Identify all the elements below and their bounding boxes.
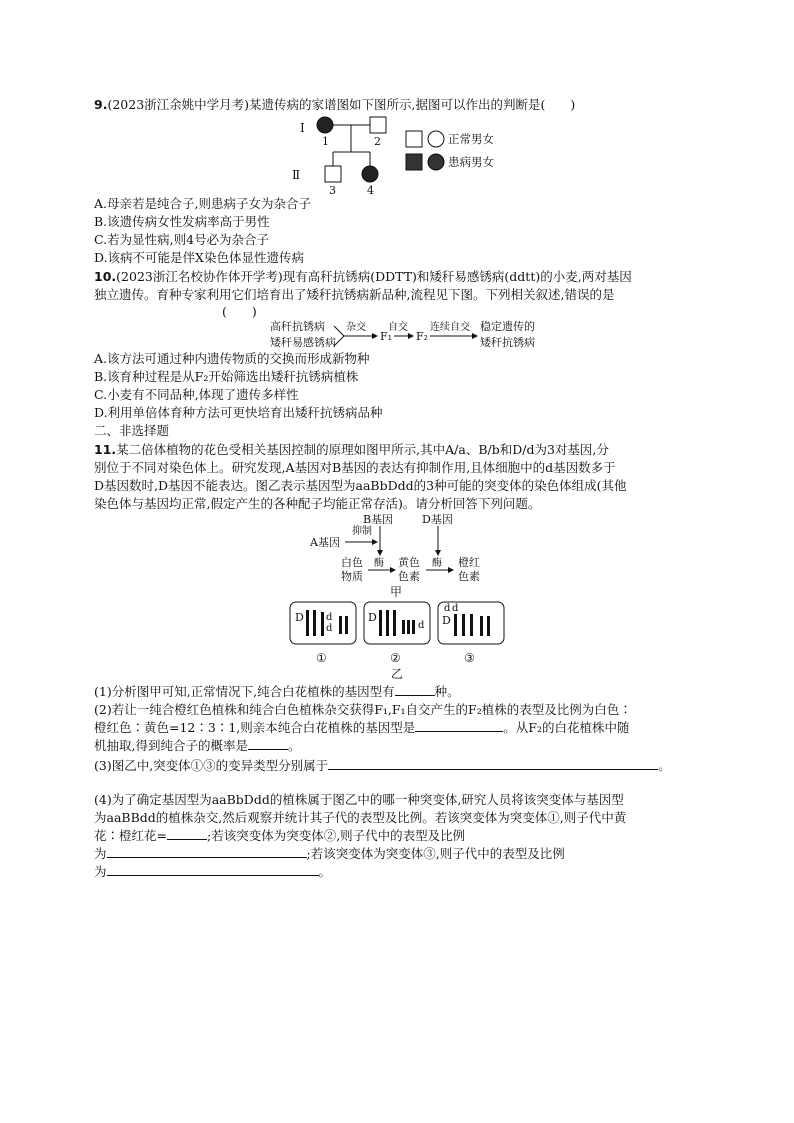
q11-stem-line2: 别位于不同对染色体上。研究发现,A基因对B基因的表达有抑制作用,且体细胞中的d基因数多于 bbox=[94, 460, 616, 475]
jia-enzyme2: 酶 bbox=[432, 558, 442, 569]
flow-cross-label: 杂交 bbox=[346, 322, 366, 333]
svg-text:d: d bbox=[452, 603, 459, 614]
pedigree-individual-4 bbox=[362, 166, 378, 182]
q11-sub4-line5: 为 。 bbox=[94, 864, 332, 879]
q11-sub4-line3: 花∶橙红花= ;若该突变体为突变体②,则子代中的表型及比例 bbox=[94, 828, 466, 843]
q9-option-d: D.该病不可能是伴X染色体显性遗传病 bbox=[94, 250, 304, 265]
legend-affected-female-symbol bbox=[428, 154, 444, 170]
answer-blank-2[interactable] bbox=[415, 719, 503, 732]
legend-affected-label: 患病男女 bbox=[448, 155, 494, 169]
svg-text:D: D bbox=[295, 611, 304, 624]
jia-caption: 甲 bbox=[390, 585, 403, 598]
svg-text:D: D bbox=[368, 611, 377, 624]
jia-b-gene: B基因 bbox=[363, 513, 394, 526]
answer-blank-3[interactable] bbox=[248, 737, 288, 750]
svg-text:d: d bbox=[326, 612, 333, 623]
q9-option-c: C.若为显性病,则4号必为杂合子 bbox=[94, 232, 270, 247]
answer-blank-4[interactable] bbox=[328, 757, 658, 770]
pedigree-individual-3 bbox=[325, 166, 341, 182]
flow-f1: F₁ bbox=[380, 330, 393, 343]
q11-sub4-line1: (4)为了确定基因型为aaBbDdd的植株属于图乙中的哪一种突变体,研究人员将该突变体与基因型 bbox=[94, 792, 624, 807]
svg-text:d: d bbox=[418, 620, 425, 631]
q11-sub2-line2: 橙红色∶黄色=12∶3∶1,则亲本纯合白花植株的基因型是 。从F₂的白花植株中随 bbox=[94, 720, 630, 735]
q10-option-c: C.小麦有不同品种,体现了遗传多样性 bbox=[94, 387, 299, 402]
pedigree-individual-1 bbox=[317, 117, 333, 133]
q11-sub2-line3: 机抽取,得到纯合子的概率是 。 bbox=[94, 738, 301, 753]
flow-parent1: 高秆抗锈病 bbox=[270, 320, 325, 333]
flow-result-line1: 稳定遗传的 bbox=[480, 320, 535, 333]
answer-blank-5[interactable] bbox=[167, 827, 207, 840]
answer-blank-6[interactable] bbox=[107, 845, 307, 858]
jia-orange-line1: 橙红 bbox=[458, 556, 480, 569]
pedigree-individual-2 bbox=[370, 117, 386, 133]
flow-result-line2: 矮秆抗锈病 bbox=[480, 336, 535, 349]
q9-option-b: B.该遗传病女性发病率高于男性 bbox=[94, 214, 270, 229]
yi-caption: 乙 bbox=[391, 667, 404, 681]
q10-stem-line2: 独立遗传。育种专家利用它们培育出了矮秆抗锈病新品种,流程见下图。下列相关叙述,错误的是 bbox=[94, 287, 615, 302]
q10-number: 10. bbox=[94, 269, 117, 284]
jia-white-line1: 白色 bbox=[341, 556, 363, 569]
svg-text:d: d bbox=[444, 603, 451, 614]
q11-stem-line1: 11.某二倍体植物的花色受相关基因控制的原理如图甲所示,其中A/a、B/b和D/d为3对基因,分 bbox=[94, 442, 609, 457]
legend-affected-male-symbol bbox=[406, 154, 422, 170]
jia-yellow-line1: 黄色 bbox=[398, 556, 420, 569]
q9-option-a: A.母亲若是纯合子,则患病子女为杂合子 bbox=[94, 196, 311, 211]
q11-stem-line3: D基因数时,D基因不能表达。图乙表示基因型为aaBbDdd的3种可能的突变体的染色体组成(其他 bbox=[94, 478, 627, 493]
q11-number: 11. bbox=[94, 442, 117, 457]
q10-answer-bracket: ( ) bbox=[222, 304, 257, 319]
q11-sub4-line4: 为 ;若该突变体为突变体③,则子代中的表型及比例 bbox=[94, 846, 565, 861]
svg-text:d: d bbox=[326, 623, 333, 634]
flow-parent2: 矮秆易感锈病 bbox=[270, 336, 336, 349]
q10-option-a: A.该方法可通过种内遗传物质的交换而形成新物种 bbox=[94, 351, 370, 366]
svg-text:D: D bbox=[442, 614, 451, 627]
q11-sub2-line1: (2)若让一纯合橙红色植株和纯合白色植株杂交获得F₁,F₁自交产生的F₂植株的表型及比例为白色∶ bbox=[94, 702, 632, 717]
q10-breeding-flow-diagram bbox=[268, 316, 558, 352]
answer-blank-7[interactable] bbox=[107, 863, 319, 876]
jia-inhibit-label: 抑制 bbox=[352, 526, 372, 537]
q10-stem-line1: 10.(2023浙江名校协作体开学考)现有高秆抗锈病(DDTT)和矮秆易感锈病(ddtt)的小麦,两对基因 bbox=[94, 269, 632, 284]
q11-sub1: (1)分析图甲可知,正常情况下,纯合白花植株的基因型有 种。 bbox=[94, 684, 460, 699]
q11-stem-line4: 染色体与基因均正常,假定产生的各种配子均能正常存活)。请分析回答下列问题。 bbox=[94, 496, 541, 511]
q10-option-d: D.利用单倍体育种方法可更快培育出矮秆抗锈病品种 bbox=[94, 405, 383, 420]
flow-continuous-self-label: 连续自交 bbox=[430, 322, 470, 333]
fig-jia-pathway-diagram bbox=[308, 510, 528, 598]
flow-self-label: 自交 bbox=[388, 322, 408, 333]
q9-number: 9. bbox=[94, 97, 108, 112]
pedigree-ind1-label: 1 bbox=[322, 135, 329, 148]
legend-normal-male-symbol bbox=[406, 131, 422, 147]
mutant-2-label: ② bbox=[390, 651, 401, 665]
pedigree-ind2-label: 2 bbox=[374, 135, 381, 148]
flow-f2: F₂ bbox=[416, 330, 429, 343]
q9-pedigree-diagram bbox=[290, 112, 540, 196]
pedigree-ind3-label: 3 bbox=[329, 184, 336, 196]
pedigree-gen1-label: I bbox=[300, 121, 305, 135]
jia-d-gene: D基因 bbox=[422, 513, 453, 526]
jia-yellow-line2: 色素 bbox=[398, 570, 420, 583]
pedigree-gen2-label: Ⅱ bbox=[292, 168, 301, 182]
jia-white-line2: 物质 bbox=[341, 570, 363, 583]
jia-enzyme1: 酶 bbox=[374, 558, 384, 569]
fig-yi-mutants-diagram bbox=[288, 600, 508, 684]
section-heading: 二、非选择题 bbox=[94, 423, 170, 438]
mutant-3-label: ③ bbox=[464, 651, 475, 665]
jia-orange-line2: 色素 bbox=[458, 570, 480, 583]
jia-a-gene: A基因 bbox=[310, 536, 340, 549]
q11-sub4-line2: 为aaBBdd的植株杂交,然后观察并统计其子代的表型及比例。若该突变体为突变体①,则子代中黄 bbox=[94, 810, 627, 825]
q9-stem bbox=[94, 96, 575, 113]
legend-normal-label: 正常男女 bbox=[448, 132, 494, 146]
q9-stem-text: (2023浙江余姚中学月考)某遗传病的家谱图如下图所示,据图可以作出的判断是( ) bbox=[107, 97, 576, 112]
answer-blank-1[interactable] bbox=[395, 683, 435, 696]
mutant-1-label: ① bbox=[316, 651, 327, 665]
legend-normal-female-symbol bbox=[428, 131, 444, 147]
pedigree-ind4-label: 4 bbox=[367, 184, 374, 196]
q11-sub3: (3)图乙中,突变体①③的变异类型分别属于 。 bbox=[94, 758, 671, 773]
q10-option-b: B.该育种过程是从F₂开始筛选出矮秆抗锈病植株 bbox=[94, 369, 359, 384]
